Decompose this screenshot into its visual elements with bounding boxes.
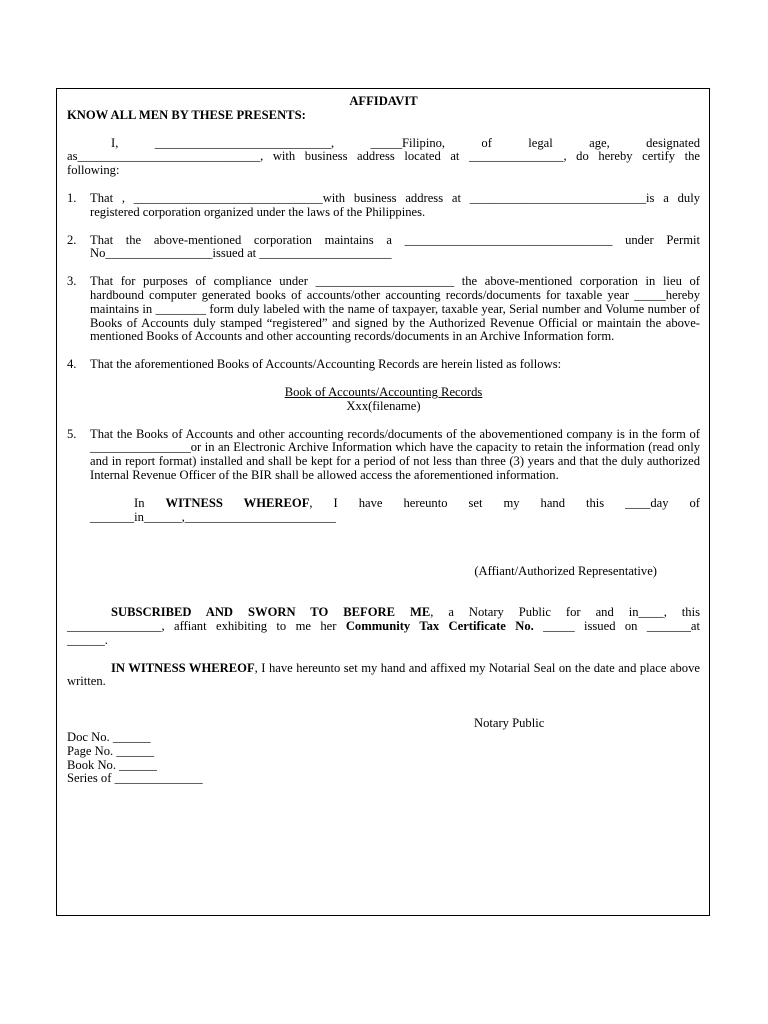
- item-5: [67, 428, 700, 483]
- witness-bold: WITNESS WHEREOF: [165, 495, 310, 510]
- jurat-line-1: [67, 606, 700, 620]
- item-text-line-1: That the above-mentioned corporation maintains a _________________________________ under Permit: [90, 232, 700, 247]
- jurat-paragraph: [67, 606, 700, 647]
- jurat-bold: SUBSCRIBED AND SWORN TO BEFORE ME: [111, 605, 431, 620]
- jurat-line-3: ______.: [67, 632, 108, 647]
- item-number: 1.: [67, 190, 77, 205]
- records-list-title: Book of Accounts/Accounting Records: [284, 384, 483, 399]
- document-title: AFFIDAVIT: [349, 94, 418, 108]
- item-number: 2.: [67, 232, 77, 247]
- book-no-field: Book No. ______: [67, 757, 157, 772]
- series-field: Series of ______________: [67, 771, 203, 786]
- item-number: 5.: [67, 426, 77, 441]
- item-number: 3.: [67, 274, 77, 289]
- affidavit-document: [67, 95, 700, 786]
- page-no-field: Page No. ______: [67, 743, 155, 758]
- ctc-label: Community Tax Certificate No.: [345, 618, 534, 633]
- item-text: That the Books of Accounts and other accounting records/documents of the abovementioned company is in the form of ________________or in an Electronic Archive Information which have the capacity to retain the information (read only and in report format) installed and shall be kept for a period of not less than three (3) years and that the duly authorized Internal Revenue Officer of the BIR shall be allowed access the aforementioned information.: [90, 426, 700, 482]
- witness-prefix: In: [134, 495, 166, 510]
- jurat-text: , a Notary Public for and in____, this: [430, 605, 700, 620]
- jurat-line-2: [67, 620, 700, 634]
- records-list: [67, 386, 700, 414]
- records-list-entry: Xxx(filename): [346, 398, 421, 413]
- doc-no-field: Doc No. ______: [67, 729, 151, 744]
- item-text: That , ______________________________with business address at ____________________________is a duly registered corporation organized under the laws of the Philippines.: [90, 190, 700, 219]
- item-4: [67, 358, 700, 372]
- intro-line-1: I, ____________________________, _____Filipino, of legal age, designated: [111, 135, 700, 150]
- notarial-bold: IN WITNESS WHEREOF: [111, 660, 255, 675]
- jurat-text-2b: _____ issued on _______at: [533, 618, 700, 633]
- notary-public-label: Notary Public: [474, 716, 545, 731]
- witness-paragraph: [67, 497, 700, 525]
- affiant-signature-label: (Affiant/Authorized Representative): [474, 564, 657, 579]
- notarial-text: , I have hereunto set my hand and affixed my Notarial Seal on the date and place above written.: [67, 660, 700, 689]
- notarial-paragraph: [67, 662, 700, 690]
- witness-line-1: [90, 497, 700, 511]
- opening-heading: KNOW ALL MEN BY THESE PRESENTS:: [67, 107, 306, 122]
- witness-rest: , I have hereunto set my hand this ____day of: [309, 495, 700, 510]
- item-text: That for purposes of compliance under ______________________ the above-mentioned corporation in lieu of hardbound computer generated books of accounts/other accounting records/documents for taxable year _____hereby maintains in ________ form duly labeled with the name of taxpayer, taxable year, Serial number and Volume number of Books of Accounts duly stamped “registered” and signed by the Authorized Revenue Official or maintain the above-mentioned Books of Accounts and other accounting records/documents in an Archive Information form.: [90, 274, 700, 344]
- witness-line-2: _______in______,________________________: [90, 509, 336, 524]
- item-3: [67, 275, 700, 344]
- intro-paragraph: [67, 137, 700, 178]
- item-number: 4.: [67, 357, 77, 372]
- item-text-line-2: No_________________issued at _____________________: [90, 246, 392, 261]
- jurat-text-2a: _______________, affiant exhibiting to me her: [67, 618, 346, 633]
- doc-fields: [67, 731, 700, 786]
- intro-line-2: as_____________________________, with business address located at _______________, do hereby certify the: [67, 149, 700, 164]
- item-2: [67, 234, 700, 262]
- item-1: [67, 192, 700, 220]
- intro-line-3: following:: [67, 163, 120, 178]
- item-text: That the aforementioned Books of Accounts/Accounting Records are herein listed as follows:: [90, 357, 562, 372]
